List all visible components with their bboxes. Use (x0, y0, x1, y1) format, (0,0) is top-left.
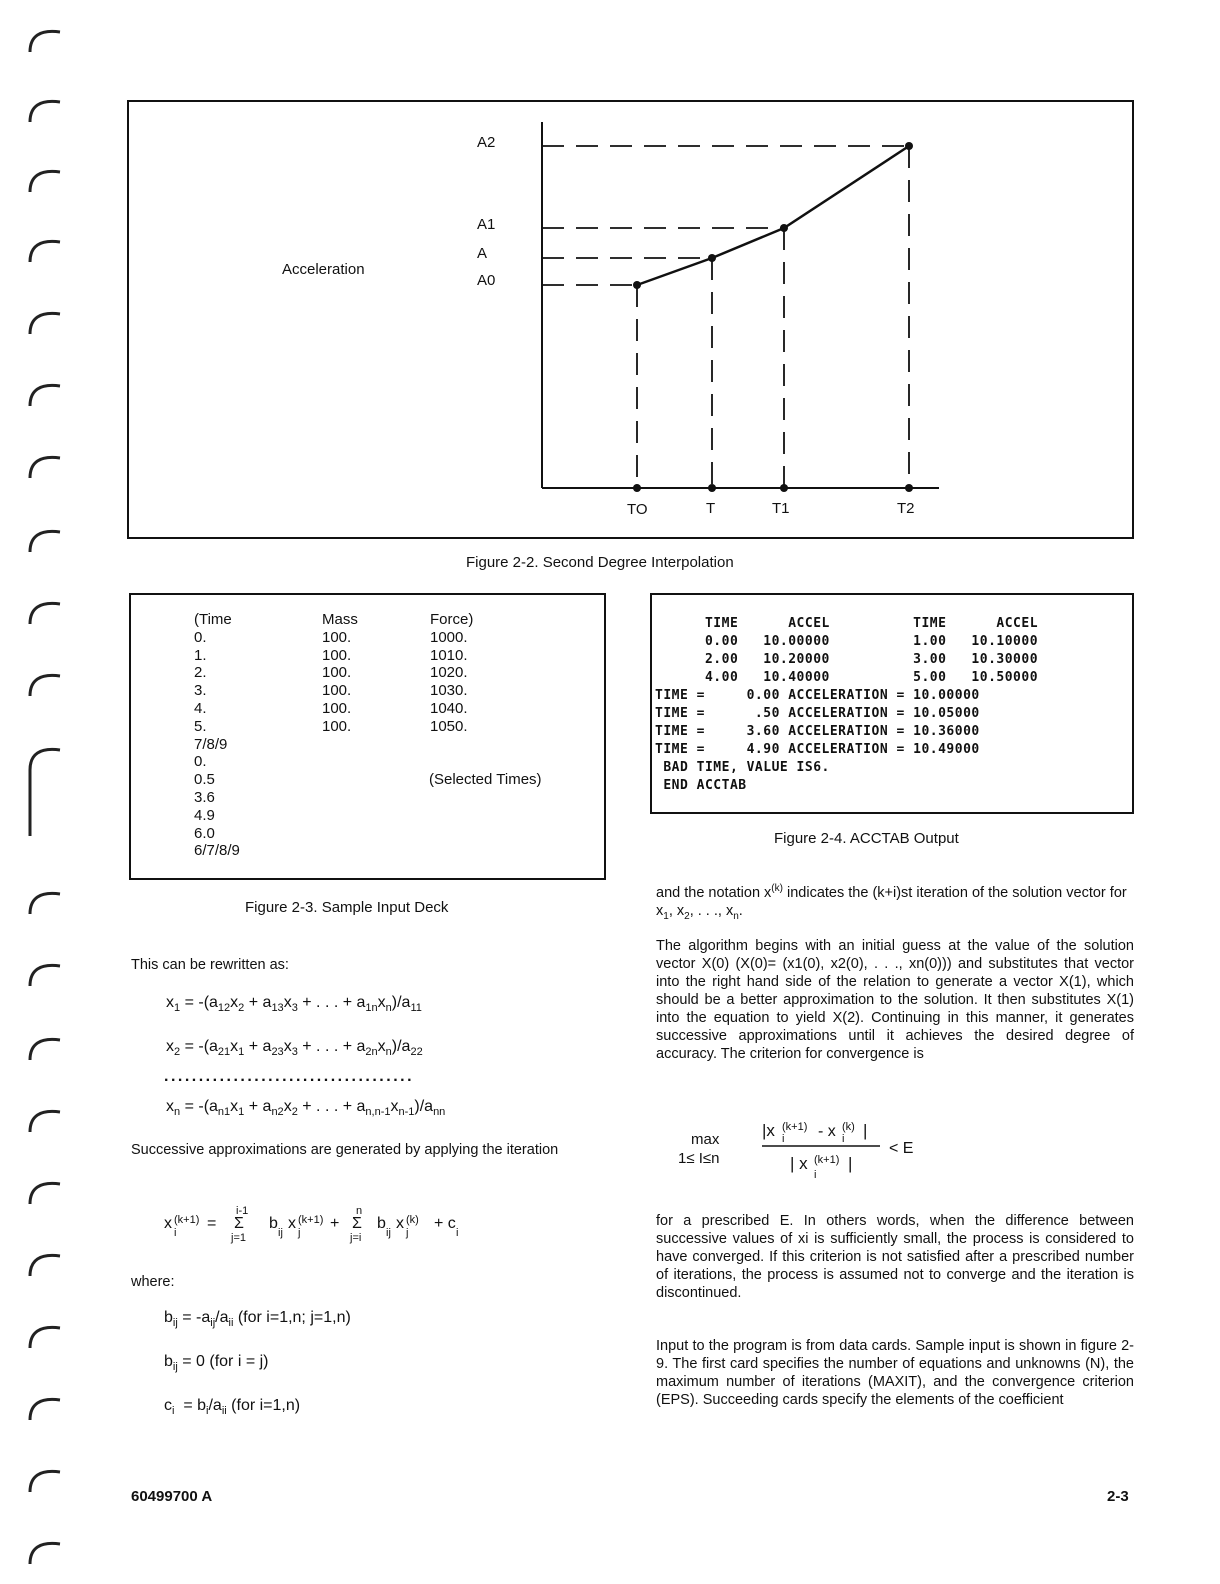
equation-xn: $x_n = -(a_{n1}x_1 + a_{n2}x_2$ + . . . + $a_{n,n-1}x_{n-1})/a_{nn}$ (166, 1098, 446, 1119)
condition-bij-zero: (for i = j) (209, 1353, 269, 1370)
acctab-bad-line: BAD TIME, VALUE IS6. (655, 760, 830, 775)
acctab-header: TIME ACCEL TIME ACCEL (655, 616, 1039, 631)
deck-cell: 1050. (430, 717, 468, 735)
point-t (708, 254, 716, 262)
svg-text:i: i (814, 1169, 817, 1181)
where-label: where: (131, 1274, 175, 1290)
svg-text:ij: ij (278, 1227, 283, 1239)
binder-hole-icon (26, 92, 66, 124)
binder-hole-icon (26, 376, 66, 408)
notation-paragraph: and the notation $x^{(k)}$ indicates the (k+i)st iteration of the solution vector for $x_1$, $x_2$, . . ., $x_n$. (656, 883, 1127, 922)
acctab-row: 0.00 10.00000 1.00 10.10000 (655, 634, 1039, 649)
svg-text:b: b (377, 1215, 386, 1232)
svg-text:Σ: Σ (352, 1215, 362, 1232)
svg-text:(k+1): (k+1) (298, 1214, 324, 1226)
figure-2-4-caption: Figure 2-4. ACCTAB Output (774, 830, 959, 847)
y-axis-title: Acceleration (282, 261, 365, 278)
deck-cell: 100. (322, 699, 352, 717)
acctab-interp-line: TIME = 4.90 ACCELERATION = 10.49000 (655, 742, 980, 757)
input-paragraph: Input to the program is from data cards. Sample input is shown in figure 2-9. The first card specifies the number of equations and unknowns (N), the maximum number of iterations (MAXIT), and the convergence criterion (EPS). Succeeding cards specify the elements of the coefficient (656, 1338, 1134, 1408)
binder-hole-icon (26, 1174, 66, 1206)
tick-t (708, 484, 716, 492)
binder-hole-icon (26, 304, 66, 336)
deck-cell: 3.6 (194, 788, 215, 806)
x-label-t2: T2 (897, 500, 915, 517)
deck-cell: 100. (322, 664, 352, 682)
successive-paragraph: Successive approximations are generated by applying the iteration (131, 1142, 559, 1158)
binder-hole-icon (26, 594, 66, 626)
x-label-t: T (706, 500, 716, 517)
svg-text:(k+1): (k+1) (174, 1214, 200, 1226)
acctab-interp-line: TIME = 0.00 ACCELERATION = 10.00000 (655, 688, 980, 703)
condition-bij: (for i=1,n; j=1,n) (237, 1309, 351, 1326)
binder-hole-icon (26, 162, 66, 194)
deck-cell: 1040. (430, 699, 468, 717)
y-label-a: A (477, 245, 488, 262)
svg-text:j: j (406, 1227, 409, 1239)
binder-hole-icon (26, 1102, 66, 1134)
deck-cell: 2. (194, 664, 207, 682)
tick-t0 (633, 484, 641, 492)
range-label: 1≤ I≤n (678, 1150, 720, 1167)
y-label-a1: A1 (477, 216, 496, 233)
svg-text:(k): (k) (842, 1121, 855, 1133)
interpolation-curve (637, 146, 909, 285)
deck-cell: 5. (194, 717, 207, 735)
tick-t1 (780, 484, 788, 492)
deck-cell: Force) (430, 611, 474, 628)
svg-text:| x: | x (790, 1154, 808, 1173)
equation-bij: $b_{ij} = -a_{ij}/a_{ii}$ (for i=1,n; j=1,n) (164, 1309, 351, 1330)
svg-text:i: i (456, 1227, 459, 1239)
svg-text:+ c: + c (434, 1215, 456, 1232)
binder-hole-icon (26, 740, 66, 840)
document-number: 60499700 A (131, 1488, 213, 1505)
tick-t2 (905, 484, 913, 492)
sample-input-deck (129, 593, 606, 880)
deck-cell: 1000. (430, 628, 468, 646)
condition-ci: (for i=1,n) (231, 1397, 301, 1414)
deck-cell: 100. (322, 628, 352, 646)
less-than-e: < E (889, 1140, 914, 1157)
deck-cell: 7/8/9 (194, 735, 228, 753)
svg-text:j=i: j=i (350, 1232, 362, 1244)
binder-hole-icon (26, 448, 66, 480)
deck-cell: 6/7/8/9 (194, 842, 240, 860)
svg-text:x: x (164, 1215, 172, 1232)
deck-cell: 100. (322, 646, 352, 664)
binder-hole-icon (26, 522, 66, 554)
acctab-end-line: END ACCTAB (655, 778, 747, 793)
acctab-row: 2.00 10.20000 3.00 10.30000 (655, 652, 1039, 667)
deck-cell: 1020. (430, 664, 468, 682)
notation-text: indicates the (k+i)st iteration of the solution vector for x (656, 884, 1127, 919)
acctab-interp-line: TIME = 3.60 ACCELERATION = 10.36000 (655, 724, 980, 739)
deck-cell: 3. (194, 682, 207, 700)
deck-cell: 4.9 (194, 806, 215, 824)
svg-text:i: i (174, 1227, 177, 1239)
binder-hole-icon (26, 1462, 66, 1494)
binder-hole-icon (26, 232, 66, 264)
page-number: 2-3 (1107, 1488, 1129, 1505)
deck-cell: 100. (322, 682, 352, 700)
interpolation-diagram (129, 102, 1132, 537)
svg-text:|: | (863, 1121, 868, 1140)
svg-text:Σ: Σ (234, 1215, 244, 1232)
deck-cell: Mass (322, 611, 358, 628)
binder-hole-icon (26, 1318, 66, 1350)
svg-text:n: n (356, 1205, 363, 1217)
binder-hole-icon (26, 22, 66, 54)
max-label: max (691, 1131, 720, 1148)
deck-cell: 1010. (430, 646, 468, 664)
svg-text:b: b (269, 1215, 278, 1232)
deck-cell: 0.5 (194, 771, 215, 789)
binder-hole-icon (26, 1390, 66, 1422)
selected-times-note: (Selected Times) (429, 771, 542, 788)
svg-text:i: i (782, 1133, 785, 1145)
equation-ci: $c_i = b_i/a_{ii}$ (for i=1,n) (164, 1397, 301, 1418)
binder-hole-icon (26, 1534, 66, 1566)
figure-2-3-caption: Figure 2-3. Sample Input Deck (245, 899, 449, 916)
deck-cell: 1. (194, 646, 207, 664)
deck-cell: 1030. (430, 682, 468, 700)
x-label-t1: T1 (772, 500, 790, 517)
rewritten-intro: This can be rewritten as: (131, 957, 289, 973)
equation-x2: $x_2 = -(a_{21}x_1 + a_{23}x_3$ + . . . + $a_{2n}x_n)/a_{22}$ (166, 1038, 423, 1059)
deck-mass-column (322, 611, 358, 736)
svg-text:i-1: i-1 (236, 1205, 249, 1217)
binder-hole-icon (26, 1246, 66, 1278)
guide-lines (542, 146, 909, 488)
point-t2 (905, 142, 913, 150)
svg-text:|x: |x (762, 1121, 775, 1140)
deck-cell: (Time (194, 611, 232, 628)
figure-2-2-caption: Figure 2-2. Second Degree Interpolation (466, 554, 734, 571)
figure-2-2-frame (127, 100, 1134, 539)
deck-cell: 6.0 (194, 824, 215, 842)
deck-force-column (430, 611, 473, 736)
acctab-output (650, 593, 1134, 814)
y-label-a0: A0 (477, 272, 496, 289)
svg-text:+: + (330, 1215, 340, 1232)
binder-hole-icon (26, 1030, 66, 1062)
svg-text:i: i (842, 1133, 845, 1145)
svg-text:|: | (848, 1154, 853, 1173)
acctab-listing (655, 615, 1038, 795)
svg-text:- x: - x (818, 1123, 836, 1140)
deck-cell: 100. (322, 717, 352, 735)
binder-hole-icon (26, 666, 66, 698)
prescribed-paragraph: for a prescribed E. In others words, when the difference between successive values of xi is sufficiently small, the process is considered to have converged. If this criterion is not satisfied after a prescribed number of iterations, the process is assumed not to converge and the iteration is discontinued. (656, 1213, 1134, 1301)
svg-text:=: = (207, 1215, 217, 1232)
y-label-a2: A2 (477, 134, 496, 151)
acctab-row: 4.00 10.40000 5.00 10.50000 (655, 670, 1039, 685)
svg-text:(k): (k) (406, 1214, 419, 1226)
svg-text:j=1: j=1 (231, 1232, 246, 1244)
svg-text:ij: ij (386, 1227, 391, 1239)
x-label-t0: TO (627, 501, 648, 518)
iteration-formula (160, 1198, 500, 1258)
point-t0 (633, 281, 641, 289)
equation-bij-zero: $b_{ij} = 0$ (for i = j) (164, 1353, 269, 1374)
svg-text:(k+1): (k+1) (814, 1154, 840, 1166)
algorithm-paragraph: The algorithm begins with an initial guess at the value of the solution vector X(0) (X(0)= (x1(0), x2(0), . . ., xn(0))) and substitutes that vector into the right hand side of the relation to generate a vector X(1), which should be a better approximation to the solution. It then substitutes X(1) into the equation to yield X(2). Continuing in this manner, it generates successive approximations until it achieves the desired degree of accuracy. The criterion for convergence is (656, 938, 1134, 1062)
binder-hole-icon (26, 956, 66, 988)
svg-text:x: x (288, 1215, 296, 1232)
equation-dots: .................................... (164, 1068, 415, 1085)
svg-text:(k+1): (k+1) (782, 1121, 808, 1133)
svg-text:x: x (396, 1215, 404, 1232)
acctab-interp-line: TIME = .50 ACCELERATION = 10.05000 (655, 706, 980, 721)
notation-text: and the notation x (656, 884, 772, 901)
deck-cell: 4. (194, 699, 207, 717)
binder-hole-icon (26, 884, 66, 916)
equation-x1: $x_1 = -(a_{12}x_2 + a_{13}x_3$ + . . . + $a_{1n}x_n)/a_{11}$ (166, 994, 422, 1015)
deck-time-column (194, 611, 240, 860)
deck-cell: 0. (194, 628, 207, 646)
point-t1 (780, 224, 788, 232)
deck-cell: 0. (194, 753, 207, 771)
svg-text:j: j (298, 1227, 301, 1239)
